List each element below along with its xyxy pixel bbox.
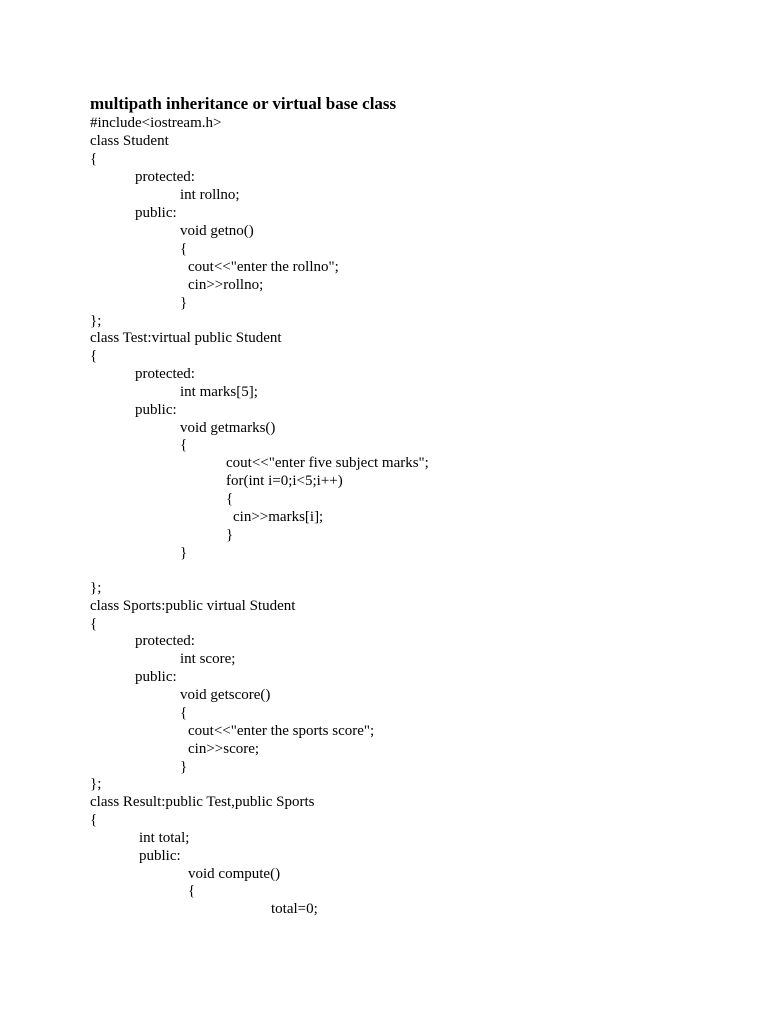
code-line-cout-marks: cout<<"enter five subject marks";: [226, 455, 429, 471]
code-line-cout-rollno: cout<<"enter the rollno";: [188, 259, 339, 275]
code-line-public: public:: [135, 205, 177, 221]
code-line-include: #include<iostream.h>: [90, 115, 222, 131]
code-line-open-brace: {: [188, 883, 196, 899]
code-line-class-result: class Result:public Test,public Sports: [90, 794, 315, 810]
code-line-open-brace: {: [90, 616, 98, 632]
code-line-open-brace: {: [180, 437, 188, 453]
code-line-cout-score: cout<<"enter the sports score";: [188, 723, 375, 739]
code-line-open-brace: {: [90, 348, 98, 364]
code-line-class-student: class Student: [90, 133, 169, 149]
code-line-total-init: total=0;: [271, 901, 318, 917]
code-line-close-brace: }: [180, 759, 188, 775]
code-line-public: public:: [135, 402, 177, 418]
code-line-cin-score: cin>>score;: [188, 741, 260, 757]
code-line-open-brace: {: [226, 491, 234, 507]
code-line-open-brace: {: [90, 151, 98, 167]
document-heading: multipath inheritance or virtual base class: [90, 94, 397, 113]
code-line-void-getmarks: void getmarks(): [180, 420, 276, 436]
code-line-open-brace: {: [90, 812, 98, 828]
code-line-int-marks: int marks[5];: [180, 384, 258, 400]
code-line-class-sports: class Sports:public virtual Student: [90, 598, 296, 614]
code-line-public: public:: [135, 669, 177, 685]
code-line-class-end: };: [90, 313, 102, 329]
code-line-class-test: class Test:virtual public Student: [90, 330, 282, 346]
code-line-protected: protected:: [135, 633, 195, 649]
code-line-cin-marks: cin>>marks[i];: [233, 509, 324, 525]
code-line-public: public:: [139, 848, 181, 864]
code-line-int-score: int score;: [180, 651, 236, 667]
code-line-open-brace: {: [180, 705, 188, 721]
code-line-close-brace: }: [180, 545, 188, 561]
code-line-close-brace: }: [226, 527, 234, 543]
code-line-class-end: };: [90, 776, 102, 792]
code-line-for-loop: for(int i=0;i<5;i++): [226, 473, 343, 489]
code-line-cin-rollno: cin>>rollno;: [188, 277, 264, 293]
code-line-close-brace: }: [180, 295, 188, 311]
code-line-int-rollno: int rollno;: [180, 187, 240, 203]
code-line-class-end: };: [90, 580, 102, 596]
code-line-open-brace: {: [180, 241, 188, 257]
code-line-protected: protected:: [135, 366, 195, 382]
code-line-int-total: int total;: [139, 830, 190, 846]
code-line-void-compute: void compute(): [188, 866, 281, 882]
code-line-void-getscore: void getscore(): [180, 687, 271, 703]
code-line-void-getno: void getno(): [180, 223, 254, 239]
code-line-protected: protected:: [135, 169, 195, 185]
